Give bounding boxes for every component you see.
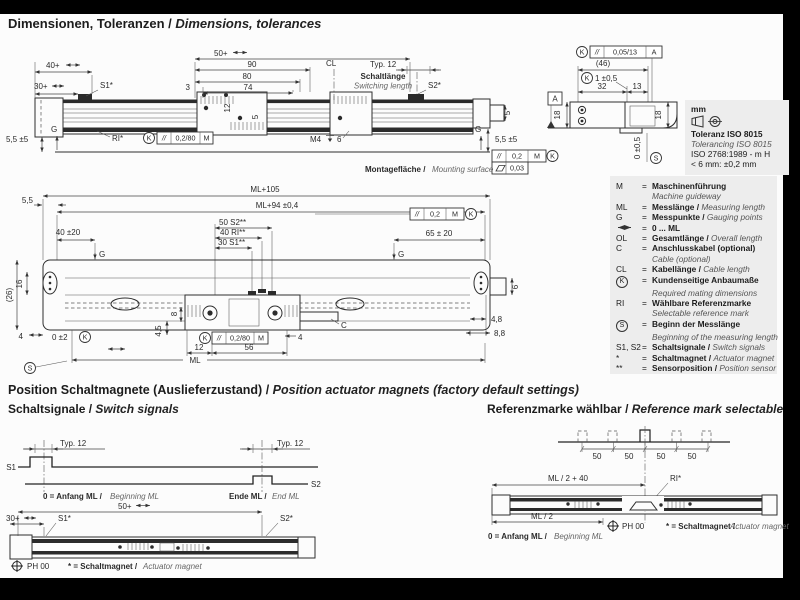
dim-18-left: 18 [553,110,562,120]
dim-30plus-bl: 30+ [6,514,20,523]
tolerance-frame-flatness [492,162,528,174]
dim-40-ri: 40 RI** [220,228,246,237]
dim-4-left: 4 [18,332,23,341]
legend-row: S1, S2 = Schaltsignale / Switch signals [616,342,765,353]
position-symbol-icon [11,560,23,572]
dim-ml105: ML+105 [250,185,280,194]
svg-text:0,2: 0,2 [430,209,440,219]
bottom-left-footer [11,560,202,572]
label-m4: M4 [310,135,322,144]
dim-88: 8,8 [494,329,506,338]
tolerance-de: Toleranz ISO 8015 [691,129,763,139]
dim-40plus: 40+ [46,61,60,70]
label-ri: RI* [112,134,124,143]
svg-text:K: K [550,151,555,161]
dim-74: 74 [243,83,253,92]
section-refmark-title: Referenzmarke wählbar / Reference mark selectable [487,402,784,416]
legend-row: OL = Gesamtlänge / Overall length [616,233,763,244]
dim-50-s2: 50 S2** [219,218,247,227]
dim-3: 3 [185,83,190,92]
middle-top-view-drawing [5,183,590,383]
dim-55-left: 5,5 ±5 [6,135,29,144]
dim-90: 90 [247,60,257,69]
svg-text:0,2/80: 0,2/80 [230,333,250,343]
position-symbol-icon [607,520,619,532]
datum-a-flag [547,92,562,128]
label-magnet-en-bl: Actuator magnet [143,562,202,571]
section-signals-title: Schaltsignale / Switch signals [8,402,179,416]
s1-magnet [78,94,92,100]
dim-12-mid: 12 [194,343,204,352]
legend-row: ML = Messlänge / Measuring length [616,201,766,212]
label-start-ml-de-br: 0 = Anfang ML / [488,532,547,541]
legend-row: G = Messpunkte / Gauging points [616,212,763,223]
legend-row: RI = Wählbare Referenzmarke [616,298,752,309]
dim-30plus: 30+ [34,82,48,91]
dim-40-20: 40 ±20 [55,228,81,237]
top-dimensions [6,49,558,174]
svg-text:K: K [202,333,208,343]
iso-range: < 6 mm: ±0,2 mm [691,159,757,169]
dim-50-b: 50 [624,452,634,461]
dim-80: 80 [242,72,252,81]
dim-18-right: 18 [654,110,663,120]
tolerance-info-box [685,100,789,175]
s1-waveform [18,457,318,467]
label-typ12-s2: Typ. 12 [277,439,304,448]
svg-text:K: K [146,133,152,143]
label-s1-bl: S1* [58,514,71,523]
label-g-right: G [475,125,482,134]
label-magnet-en-br: Actuator magnet [730,522,789,531]
bottom-left-dimensions [6,502,293,536]
tolerance-en: Tolerancing ISO 8015 [691,139,772,149]
dim-50-d: 50 [687,452,697,461]
dim-46: (46) [595,59,611,68]
encoder-body-top-view [43,260,506,330]
dim-48: 4,8 [491,315,503,324]
svg-text:M: M [258,333,264,343]
label-magnet-de-br: * = Schaltmagnet / [666,522,736,531]
dim-50plus: 50+ [214,49,228,58]
dim-4-right: 4 [298,333,303,342]
legend-row: M = Maschinenführung [616,181,727,191]
label-mounting-en: Mounting surface [432,165,494,174]
svg-text:S: S [27,363,33,373]
circled-k-icon: K [616,276,628,288]
legend-row: K = Kundenseitige Anbaumaße [616,275,771,288]
s2-magnet [408,94,424,100]
mid-dimensions-top [22,185,490,295]
encoder-body-side [35,92,504,152]
reference-mark-diagram [480,418,790,546]
label-ph00-bl: PH 00 [27,562,50,571]
dim-6: 6 [511,284,520,290]
dim-8: 8 [170,311,179,317]
ri-sensor [258,289,266,293]
dim-ml2: ML / 2 [531,512,553,521]
dim-55-right: 5,5 ±5 [495,135,518,144]
label-typ12-s1: Typ. 12 [60,439,87,448]
reading-head-left [197,92,267,135]
svg-text:0,05/13: 0,05/13 [613,47,637,57]
first-angle-projection-icon [691,115,725,128]
s2-waveform [25,476,308,484]
legend-row: ** = Sensorposition / Position sensor [616,363,777,374]
svg-text:K: K [584,73,590,83]
legend-box: M = Maschinenführung Machine guideway ML = Messlänge / Measuring length G = Messpunkte / Gauging points = 0 ... ML OL = Gesamtlänge / Overall length C = Anschlusskabel (optional) Cable (optional) CL = Kabellänge / Cable length K = Kundenseitige Anbaumaße Required mating dimensions RI = Wählbare Referenzmarke Selectable reference mark S = Beginn der Messlänge Beginning of the measuring length S1, S2 = Schaltsignale / Switch signals * = Schaltmagnet / Actuator magnet ** = Sensorposition / Position sensor [610,176,777,374]
dim-1: 1 ±0,5 [595,74,618,83]
dim-13: 13 [632,82,642,91]
label-end-ml-de: Ende ML / [229,492,267,501]
svg-text:M: M [203,133,210,143]
legend-row: S = Beginn der Messlänge [616,319,771,332]
dim-0-2: 0 ±2 [52,333,68,342]
label-mounting-de: Montagefläche / [365,165,426,174]
encoder-body-bottom-left [10,535,315,559]
page-title: Dimensionen, Toleranzen / Dimensions, tolerances [8,16,322,31]
label-g-mid-left: G [99,250,106,259]
label-s1: S1* [100,81,113,90]
legend-row: * = Schaltmagnet / Actuator magnet [616,352,775,363]
depth-icon [326,136,334,143]
dim-56: 56 [244,343,254,352]
dim-30-s1: 30 S1** [218,238,246,247]
section-magnets-title: Position Schaltmagnete (Auslieferzustand) / Position actuator magnets (factory default settings) [8,383,579,397]
dim-m4-depth: 6 [337,135,342,144]
label-s2-signal: S2 [311,480,321,489]
svg-text://: // [595,47,599,57]
label-s2: S2* [428,81,441,90]
dim-50-a: 50 [592,452,602,461]
svg-text://: // [415,209,419,219]
label-switching-length: Switching length [353,81,413,91]
svg-text:K: K [468,209,474,219]
unit-label: mm [691,104,706,114]
svg-text://: // [162,133,166,143]
dim-65-20: 65 ± 20 [425,229,453,238]
top-side-view-drawing [0,42,560,182]
label-s1-signal: S1 [6,463,16,472]
legend-row: CL = Kabellänge / Cable length [616,264,750,275]
svg-text:K: K [82,332,88,342]
page-title-en: Dimensions, tolerances [175,16,322,31]
s1-sensor [248,291,256,295]
svg-text://: // [497,151,501,161]
label-cl: CL [326,59,337,68]
legend-row: = 0 ... ML [616,223,771,233]
label-end-ml-en: End ML [272,492,300,501]
iso-standard: ISO 2768:1989 - m H [691,149,771,159]
dim-45: 4,5 [154,325,163,337]
label-start-ml-en-br: Beginning ML [554,532,603,541]
switch-signals-diagram [0,420,480,580]
end-view-dimensions [547,46,668,164]
label-schaltlaenge: Schaltlänge [360,72,406,81]
circled-s-icon: S [616,320,628,332]
svg-text:0,03: 0,03 [510,163,524,173]
svg-text:0,2: 0,2 [512,151,522,161]
svg-text:S: S [653,153,659,163]
svg-text:A: A [651,47,657,57]
dim-55: 5,5 [21,196,33,205]
dim-50plus-bl: 50+ [118,502,132,511]
s2-sensor [268,291,276,295]
tolerance-frame-005-13 [590,46,662,58]
svg-text:A: A [552,94,558,104]
page-title-de: Dimensionen, Toleranzen [8,16,165,31]
svg-text:M: M [534,151,540,161]
dim-ml94: ML+94 ±0,4 [255,201,299,210]
label-s2-bl: S2* [280,514,293,523]
refmark-footer [488,512,789,541]
dim-ml: ML [189,356,201,365]
label-ph00-br: PH 00 [622,522,645,531]
svg-text:K: K [579,47,585,57]
label-g-mid-right: G [398,250,405,259]
label-ri-br: RI* [670,474,682,483]
label-typ12: Typ. 12 [370,60,397,69]
label-start-ml-en: Beginning ML [110,492,159,501]
legend-row: C = Anschlusskabel (optional) [616,243,756,254]
tolerance-frame-mid-02 [315,208,477,220]
dim-0-05: 0 ±0,5 [633,136,642,160]
range-arrow-icon [616,224,633,231]
label-magnet-de-bl: * = Schaltmagnet / [68,562,138,571]
dim-5v: 5 [251,114,260,120]
dim-16: 16 [15,279,24,289]
clamp-right [330,92,372,135]
dim-ml2-40: ML / 2 + 40 [548,474,588,483]
signal-waveforms [6,439,321,501]
svg-text:0,2/80: 0,2/80 [175,133,196,143]
label-c: C [341,321,347,330]
label-start-ml-de: 0 = Anfang ML / [43,492,102,501]
svg-text:M: M [452,209,458,219]
carriage-top-view [185,289,300,330]
dim-50-c: 50 [656,452,666,461]
svg-text://: // [217,333,221,343]
dim-26: (26) [5,287,14,303]
label-g-left: G [51,125,58,134]
dim-32: 32 [597,82,607,91]
dim-5-right: 5 [503,110,512,116]
dim-12v: 12 [223,103,232,113]
tolerance-frame-mid-0280 [200,332,269,344]
